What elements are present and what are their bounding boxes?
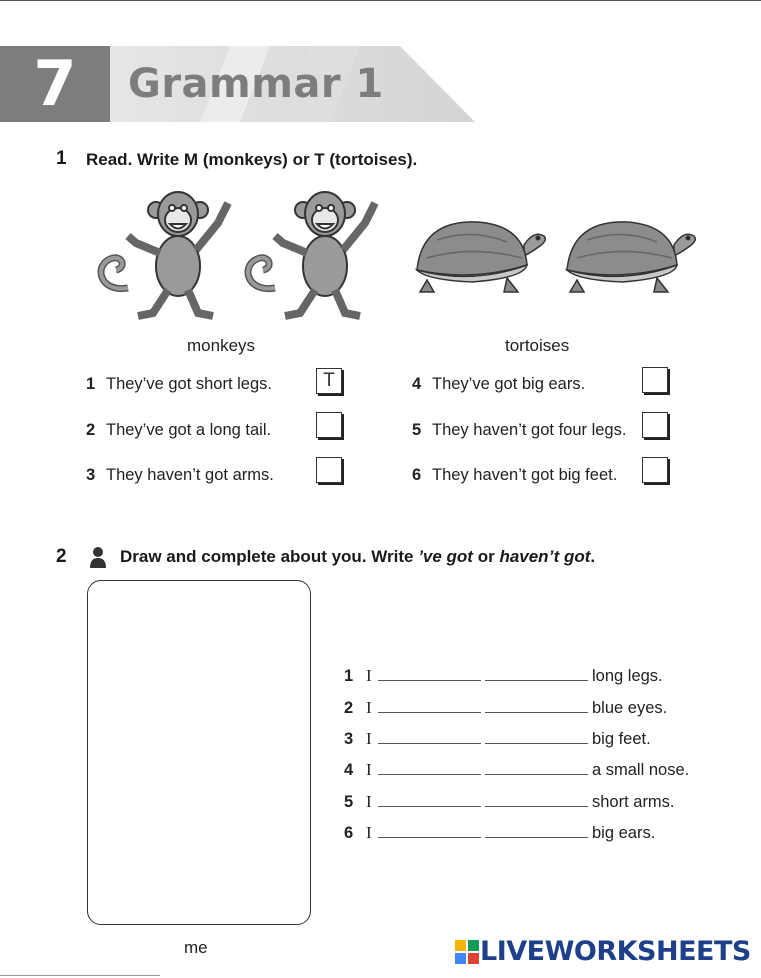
exercise-1-instruction: Read. Write M (monkeys) or T (tortoises). — [86, 150, 418, 169]
ex1-item-6 — [412, 466, 617, 485]
page-title: Grammar 1 — [128, 61, 384, 107]
ex2-subject: I — [366, 792, 372, 811]
ex1-answer-box-2[interactable] — [316, 412, 342, 438]
ex1-item-number: 6 — [412, 466, 422, 484]
ex2-ending: big ears. — [592, 824, 656, 842]
caption-tortoises: tortoises — [505, 336, 570, 355]
answer-blank-1b[interactable] — [485, 668, 588, 681]
answer-blank-3a[interactable] — [378, 731, 481, 744]
ex1-item-number: 3 — [86, 466, 96, 484]
ex1-item-2 — [86, 421, 271, 440]
ex1-answer-box-1[interactable]: T — [316, 368, 342, 394]
ex2-sentence-number: 4 — [344, 761, 354, 779]
ex2-sentence-4 — [344, 760, 689, 784]
answer-blank-3b[interactable] — [485, 731, 588, 744]
ex1-item-number: 2 — [86, 421, 96, 439]
ex2-ending: big feet. — [592, 730, 651, 748]
ex1-item-text: They haven’t got four legs. — [432, 421, 627, 439]
ex2-subject: I — [366, 823, 372, 842]
answer-blank-4a[interactable] — [378, 762, 481, 775]
phrase-havent-got: haven’t got — [499, 547, 591, 566]
ex2-sentence-number: 3 — [344, 730, 354, 748]
ex2-ending: short arms. — [592, 793, 675, 811]
ex1-item-text: They’ve got big ears. — [432, 375, 586, 393]
instruction-connector: or — [472, 547, 500, 566]
caption-monkeys: monkeys — [187, 336, 256, 355]
ex2-sentence-1 — [344, 666, 663, 690]
exercise-1-number: 1 — [56, 148, 67, 169]
ex2-sentence-number: 5 — [344, 793, 354, 811]
ex2-ending: blue eyes. — [592, 699, 668, 717]
ex1-item-text: They haven’t got big feet. — [432, 466, 618, 484]
answer-blank-6b[interactable] — [485, 825, 588, 838]
answer-blank-2b[interactable] — [485, 700, 588, 713]
ex1-item-text: They haven’t got arms. — [106, 466, 274, 484]
liveworksheets-logo[interactable] — [455, 936, 751, 970]
bottom-rule — [0, 975, 160, 976]
top-rule — [0, 0, 761, 1]
ex1-item-text: They’ve got short legs. — [106, 375, 272, 393]
answer-blank-2a[interactable] — [378, 700, 481, 713]
liveworksheets-logo-text: LIVEWORKSHEETS — [480, 936, 751, 967]
ex2-sentence-number: 2 — [344, 699, 354, 717]
exercise-2-number: 2 — [56, 546, 67, 567]
ex2-sentence-3 — [344, 729, 651, 753]
ex1-item-number: 4 — [412, 375, 422, 393]
ex1-item-text: They’ve got a long tail. — [106, 421, 272, 439]
ex1-item-number: 5 — [412, 421, 422, 439]
ex2-subject: I — [366, 729, 372, 748]
ex1-item-3 — [86, 466, 274, 485]
liveworksheets-logo-icon — [455, 940, 479, 964]
ex2-sentence-6 — [344, 823, 655, 847]
ex2-sentence-5 — [344, 792, 675, 816]
answer-blank-4b[interactable] — [485, 762, 588, 775]
unit-number-block — [0, 46, 110, 122]
phrase-ve-got: ’ve got — [418, 547, 473, 566]
person-icon — [89, 546, 107, 568]
ex1-item-5 — [412, 421, 626, 440]
ex1-answer-box-5[interactable] — [642, 412, 668, 438]
unit-number: 7 — [33, 47, 77, 120]
tortoises-illustration — [412, 210, 702, 300]
drawing-box[interactable] — [87, 580, 311, 925]
ex2-ending: a small nose. — [592, 761, 690, 779]
ex2-ending: long legs. — [592, 667, 663, 685]
ex1-answer-box-4[interactable] — [642, 367, 668, 393]
monkeys-illustration — [88, 188, 388, 323]
ex2-sentence-number: 6 — [344, 824, 354, 842]
instruction-text: Draw and complete about you. Write — [120, 547, 419, 566]
instruction-end: . — [590, 547, 596, 566]
ex2-subject: I — [366, 698, 372, 717]
ex2-sentence-2 — [344, 698, 667, 722]
answer-blank-5b[interactable] — [485, 794, 588, 807]
answer-blank-5a[interactable] — [378, 794, 481, 807]
ex2-subject: I — [366, 760, 372, 779]
ex1-item-number: 1 — [86, 375, 96, 393]
ex2-sentence-number: 1 — [344, 667, 354, 685]
ex1-answer-box-6[interactable] — [642, 457, 668, 483]
ex1-answer-box-3[interactable] — [316, 457, 342, 483]
ex1-item-4 — [412, 375, 585, 394]
drawing-caption: me — [184, 938, 208, 957]
answer-blank-1a[interactable] — [378, 668, 481, 681]
exercise-2-instruction — [120, 547, 595, 567]
ex1-item-1 — [86, 375, 272, 394]
ex2-subject: I — [366, 666, 372, 685]
answer-blank-6a[interactable] — [378, 825, 481, 838]
